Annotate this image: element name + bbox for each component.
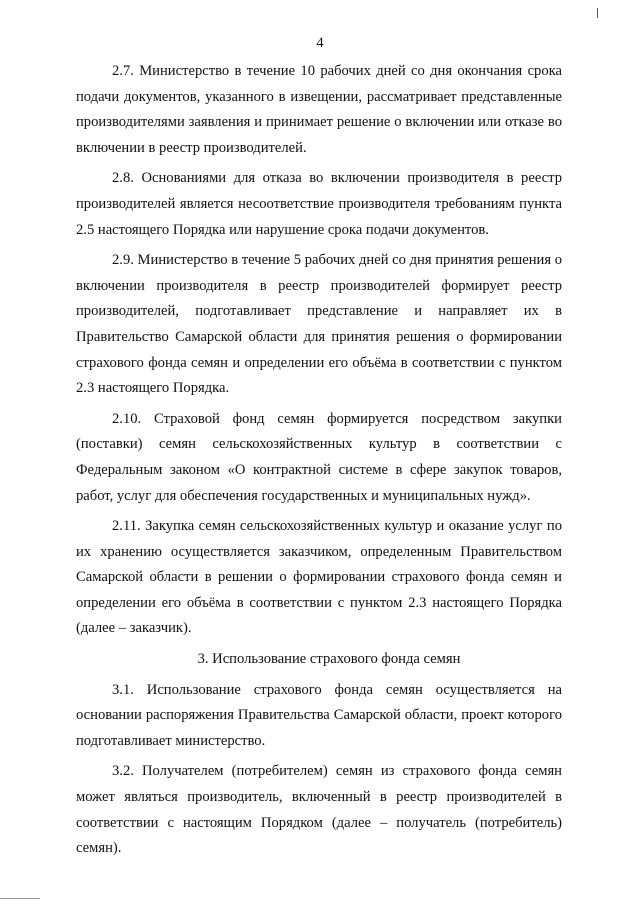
- section-3-heading: 3. Использование страхового фонда семян: [197, 651, 461, 668]
- paragraph-2-10: 2.10. Страховой фонд семян формируется посредством закупки (поставки) семян сельскохозяйственных культур в соответствии с Федеральным законом «О контрактной системе в сфере закупок товаров, работ, услуг для обеспечения государственных и муниципальных нужд».: [76, 410, 562, 504]
- paragraph-2-7: 2.7. Министерство в течение 10 рабочих дней со дня окончания срока подачи документов, указанного в извещении, рассматривает представленные производителями заявления и принимает решение о включении или отказе во включении в реестр производителей.: [76, 63, 562, 156]
- scan-artifact-top-right: [597, 8, 598, 18]
- paragraph-3-2: 3.2. Получателем (потребителем) семян из страхового фонда семян может являться производитель, включенный в реестр производителей в соответствии с настоящим Порядком (далее – получатель (потребитель) семян).: [76, 763, 562, 857]
- paragraph-2-11: 2.11. Закупка семян сельскохозяйственных культур и оказание услуг по их хранению осуществляется заказчиком, определенным Правительством Самарской области в решении о формировании страхового фонда семян и определении его объёма в соответствии с пунктом 2.3 настоящего Порядка (далее – заказчик).: [76, 518, 562, 637]
- scan-artifact-bottom-left: [0, 898, 40, 899]
- page-number: 4: [316, 35, 324, 51]
- paragraph-3-1: 3.1. Использование страхового фонда семян осуществляется на основании распоряжения Правительства Самарской области, проект которого подготавливает министерство.: [76, 681, 562, 749]
- paragraph-2-8: 2.8. Основаниями для отказа во включении производителя в реестр производителей является несоответствие производителя требованиям пункта 2.5 настоящего Порядка или нарушение срока подачи документов.: [76, 170, 562, 238]
- paragraph-2-9: 2.9. Министерство в течение 5 рабочих дней со дня принятия решения о включении производителя в реестр производителей формирует реестр производителей, подготавливает представление и направляет их в Правительство Самарской области для принятия решения о формировании страхового фонда семян и определении его объёма в соответствии с пунктом 2.3 настоящего Порядка.: [76, 252, 562, 397]
- document-body: [76, 59, 562, 867]
